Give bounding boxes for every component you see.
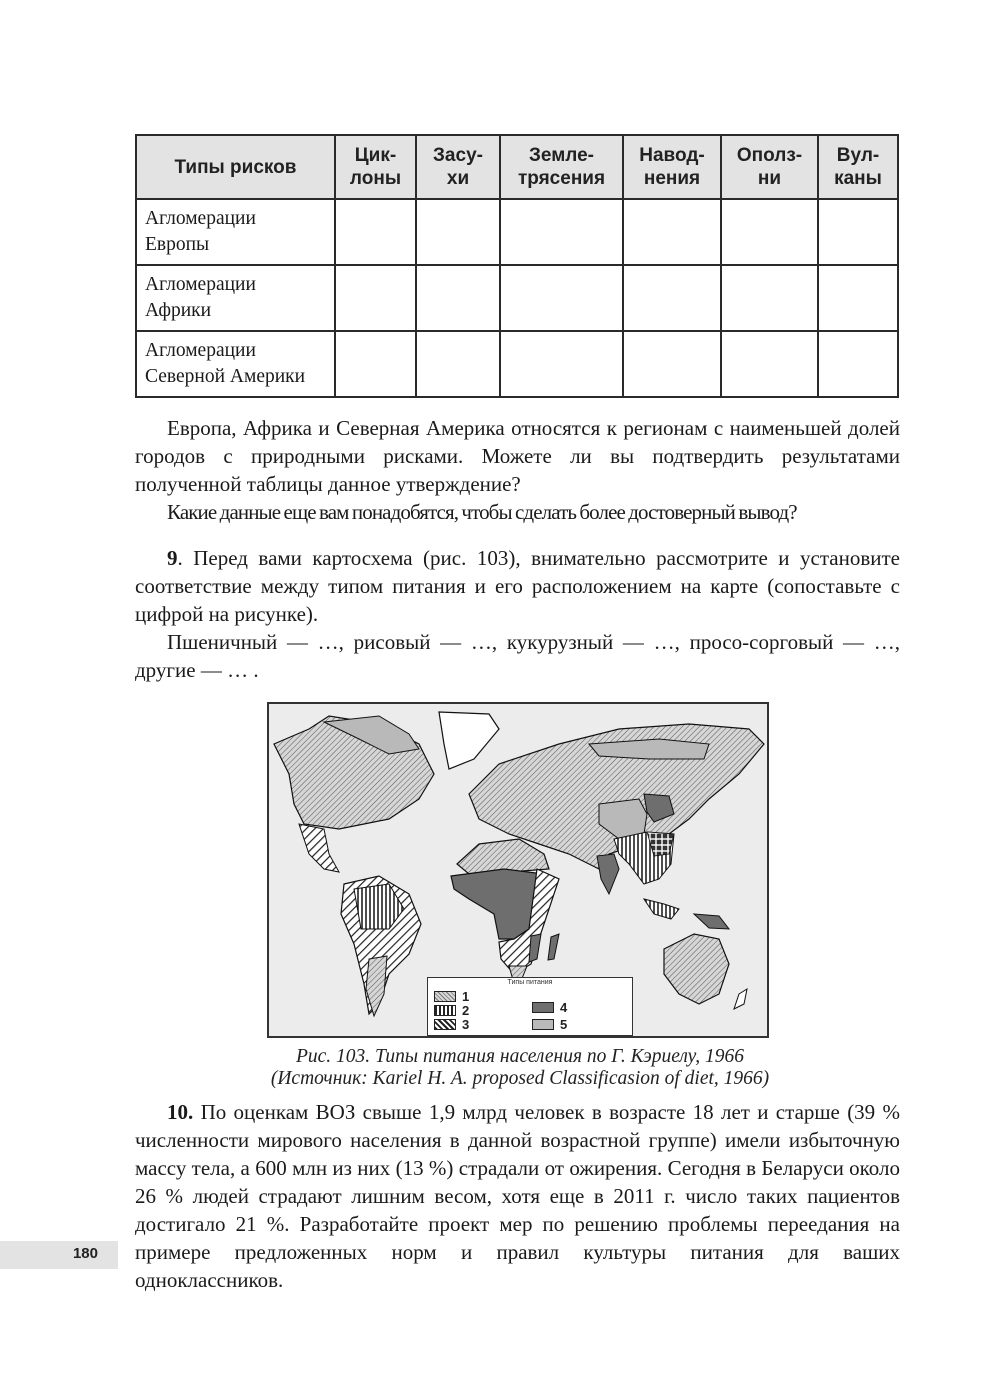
region-india-type4 <box>597 854 619 894</box>
table-cell[interactable] <box>335 331 416 397</box>
legend-number: 5 <box>560 1017 568 1032</box>
table-row <box>136 331 898 397</box>
region-greenland <box>439 712 499 769</box>
figure-caption <box>250 1046 790 1090</box>
row-label-text: Северной Америки <box>145 366 306 387</box>
legend-item-1 <box>434 989 469 1004</box>
page-number-bar <box>0 1241 118 1269</box>
table-row <box>136 199 898 265</box>
header-text: Типы рисков <box>174 156 297 178</box>
task-10-body: По оценкам ВОЗ свыше 1,9 млрд человек в возрасте 18 лет и старше (39 % численности мирового населения в данной возрастной группе) имели избыточную массу тела, а 600 млн из них (13 %) страдали от ожирения. Сегодня в Беларуси около 26 % людей страдают лишним весом, хотя еще в 2011 г. число таких пациентов достигало 21 %. Разработайте проект мер по решению проблемы переедания на примере предложенных норм и правил культуры питания для ваших одноклассников. <box>135 1100 900 1292</box>
legend-item-2 <box>434 1003 469 1018</box>
table-cell[interactable] <box>721 331 818 397</box>
region-new-zealand <box>734 989 747 1009</box>
legend-title: Типы питания <box>507 979 553 986</box>
row-label-europe <box>136 199 335 265</box>
header-landslides <box>721 135 818 199</box>
row-label-text: Агломерации <box>145 208 256 229</box>
region-australia-type1 <box>664 934 729 1004</box>
header-volcanoes <box>818 135 898 199</box>
table-cell[interactable] <box>818 199 898 265</box>
table-cell[interactable] <box>623 331 721 397</box>
legend-number: 4 <box>560 1000 568 1015</box>
region-mexico-type3 <box>299 824 339 872</box>
table-cell[interactable] <box>416 265 500 331</box>
legend-swatch-fine-hatch <box>434 991 456 1002</box>
legend-swatch-vertical-stripes <box>434 1005 456 1016</box>
table-cell[interactable] <box>416 199 500 265</box>
table-cell[interactable] <box>721 199 818 265</box>
table-cell[interactable] <box>623 199 721 265</box>
task-10-number: 10. <box>167 1100 194 1124</box>
task-9-text <box>135 544 900 628</box>
figure-caption-title: Рис. 103. Типы питания населения по Г. Кэриелу, 1966 <box>295 1046 745 1067</box>
header-text: Засу- <box>433 145 483 166</box>
row-label-text: Агломерации <box>145 274 256 295</box>
page-number: 180 <box>72 1245 98 1262</box>
row-label-africa <box>136 265 335 331</box>
header-text: Навод- <box>639 145 705 166</box>
table-cell[interactable] <box>721 265 818 331</box>
legend-swatch-dark-gray <box>532 1002 554 1013</box>
header-droughts <box>416 135 500 199</box>
header-text: ни <box>757 168 782 189</box>
header-text: хи <box>446 168 470 189</box>
region-indonesia-type2 <box>644 899 679 919</box>
legend-item-5 <box>532 1017 567 1032</box>
header-text: Вул- <box>836 145 880 166</box>
table-row <box>136 265 898 331</box>
region-madagascar-type4 <box>548 934 559 960</box>
header-floods <box>623 135 721 199</box>
map-legend <box>427 977 633 1036</box>
table-cell[interactable] <box>500 265 623 331</box>
legend-number: 1 <box>462 989 470 1004</box>
header-text: лоны <box>349 168 402 189</box>
table-cell[interactable] <box>500 331 623 397</box>
legend-swatch-bold-diagonal <box>434 1019 456 1030</box>
header-earthquakes <box>500 135 623 199</box>
task-10-text <box>135 1098 900 1294</box>
table-cell[interactable] <box>335 265 416 331</box>
table-cell[interactable] <box>500 199 623 265</box>
legend-item-3 <box>434 1017 469 1032</box>
header-text: Цик- <box>354 145 397 166</box>
task-9-body: . Перед вами картосхема (рис. 103), внимательно рассмотрите и установите соответствие между типом питания и его расположением на карте (сопоставьте с цифрой на рисунке). <box>135 546 900 626</box>
row-label-text: Африки <box>145 300 212 321</box>
header-text: каны <box>834 168 882 189</box>
table-cell[interactable] <box>818 331 898 397</box>
figure-caption-source: (Источник: Kariel H. A. proposed Classificasion of diet, 1966) <box>270 1068 770 1089</box>
legend-number: 2 <box>462 1003 470 1018</box>
task-9-answer-template: Пшеничный — …, рисовый — …, кукурузный — …, просо-сорговый — …, другие — … . <box>135 630 900 682</box>
header-text: трясения <box>517 168 606 189</box>
header-text: нения <box>643 168 701 189</box>
header-text: Земле- <box>529 145 594 166</box>
risk-table <box>135 134 899 398</box>
region-new-guinea-type4 <box>694 914 729 929</box>
paragraph-additional-data-question: Какие данные еще вам понадобятся, чтобы сделать более достоверный вывод? <box>167 500 797 524</box>
legend-item-4 <box>532 1000 567 1015</box>
table-cell[interactable] <box>818 265 898 331</box>
row-label-text: Европы <box>145 234 210 255</box>
task-9-number: 9 <box>167 546 178 570</box>
row-label-north-america <box>136 331 335 397</box>
row-label-text: Агломерации <box>145 340 256 361</box>
table-cell[interactable] <box>416 331 500 397</box>
table-cell[interactable] <box>623 265 721 331</box>
diet-types-world-map <box>267 702 769 1038</box>
legend-swatch-light-gray <box>532 1019 554 1030</box>
table-cell[interactable] <box>335 199 416 265</box>
legend-number: 3 <box>462 1017 470 1032</box>
header-text: Ополз- <box>736 145 803 166</box>
header-risk-types <box>136 135 335 199</box>
paragraph-regions-risk: Европа, Африка и Северная Америка относятся к регионам с наименьшей долей городов с природными рисками. Можете ли вы подтвердить результатами полученной таблицы данное утверждение? <box>135 416 900 496</box>
region-mozambique-type4 <box>529 934 541 962</box>
header-cyclones <box>335 135 416 199</box>
table-header-row <box>136 135 898 199</box>
